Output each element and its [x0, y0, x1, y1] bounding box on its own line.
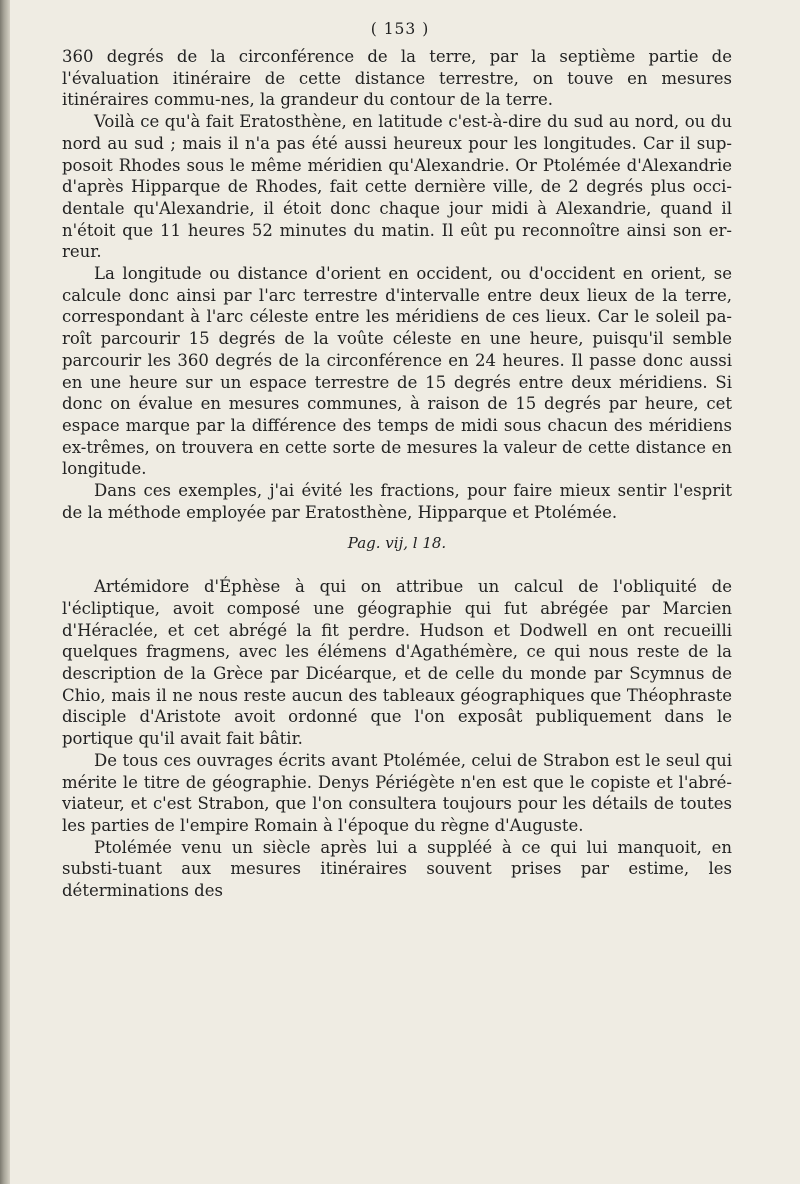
paragraph-2: Voilà ce qu'à fait Eratosthène, en latitude c'est-à-dire du sud au nord, ou du nord au sud ; mais il n'a pas été aussi heureux pour les longitudes. Car il sup-posoit Rhodes sous le même méridien qu'Alexandrie. Or Ptolémée d'Alexandrie d'après Hipparque de Rhodes, fait cette dernière ville, de 2 degrés plus occi-dentale qu'Alexandrie, il étoit donc chaque jour midi à Alexandrie, quand il n'étoit que 11 heures 52 minutes du matin. Il eût pu reconnoître ainsi son er-reur. [62, 112, 732, 262]
paragraph-3: La longitude ou distance d'orient en occident, ou d'occident en orient, se calcule donc ainsi par l'arc terrestre d'intervalle entre deux lieux de la terre, correspondant à l'arc céleste entre les méridiens de ces lieux. Car le soleil pa-roît parcourir 15 degrés de la voûte céleste en une heure, puisqu'il semble parcourir les 360 degrés de la circonférence en 24 heures. Il passe donc aussi en une heure sur un espace terrestre de 15 degrés entre deux méridiens. Si donc on évalue en mesures communes, à raison de 15 degrés par heure, cet espace marque par la différence des temps de midi sous chacun des méridiens ex-trêmes, on trouvera en cette sorte de mesures la valeur de cette distance en longitude. [62, 264, 732, 479]
page-number: ( 153 ) [370, 20, 430, 38]
paragraph-4: Dans ces exemples, j'ai évité les fractions, pour faire mieux sentir l'esprit de la méthode employée par Eratosthène, Hipparque et Ptolémée. [62, 481, 732, 522]
paragraph-7: Ptolémée venu un siècle après lui a suppléé à ce qui lui manquoit, en substi-tuant aux mesures itinéraires souvent prises par estime, les déterminations des [62, 837, 732, 901]
body-text [62, 46, 732, 902]
paragraph-1: 360 degrés de la circonférence de la terre, par la septième partie de l'évaluation itinéraire de cette distance terrestre, on touve en mesures itinéraires commu-nes, la grandeur du contour de la terre. [62, 47, 732, 110]
paragraph-5: Artémidore d'Éphèse à qui on attribue un calcul de l'obliquité de l'écliptique, avoit composé une géographie qui fut abrégée par Marcien d'Héraclée, et cet abrégé la fit perdre. Hudson et Dodwell en ont recueilli quelques fragmens, avec les élémens d'Agathémère, ce qui nous reste de la description de la Grèce par Dicéarque, et de celle du monde par Scymnus de Chio, mais il ne nous reste aucun des tableaux géographiques que Théophraste disciple d'Aristote avoit ordonné que l'on exposât publiquement dans le portique qu'il avait fait bâtir. [62, 577, 732, 749]
paragraph-6: De tous ces ouvrages écrits avant Ptolémée, celui de Strabon est le seul qui mérite le titre de géographie. Denys Périégète n'en est que le copiste et l'abré-viateur, et c'est Strabon, que l'on consultera toujours pour les détails de toutes les parties de l'empire Romain à l'époque du règne d'Auguste. [62, 750, 732, 835]
page-reference: Pag. vij, l 18. [347, 534, 447, 553]
